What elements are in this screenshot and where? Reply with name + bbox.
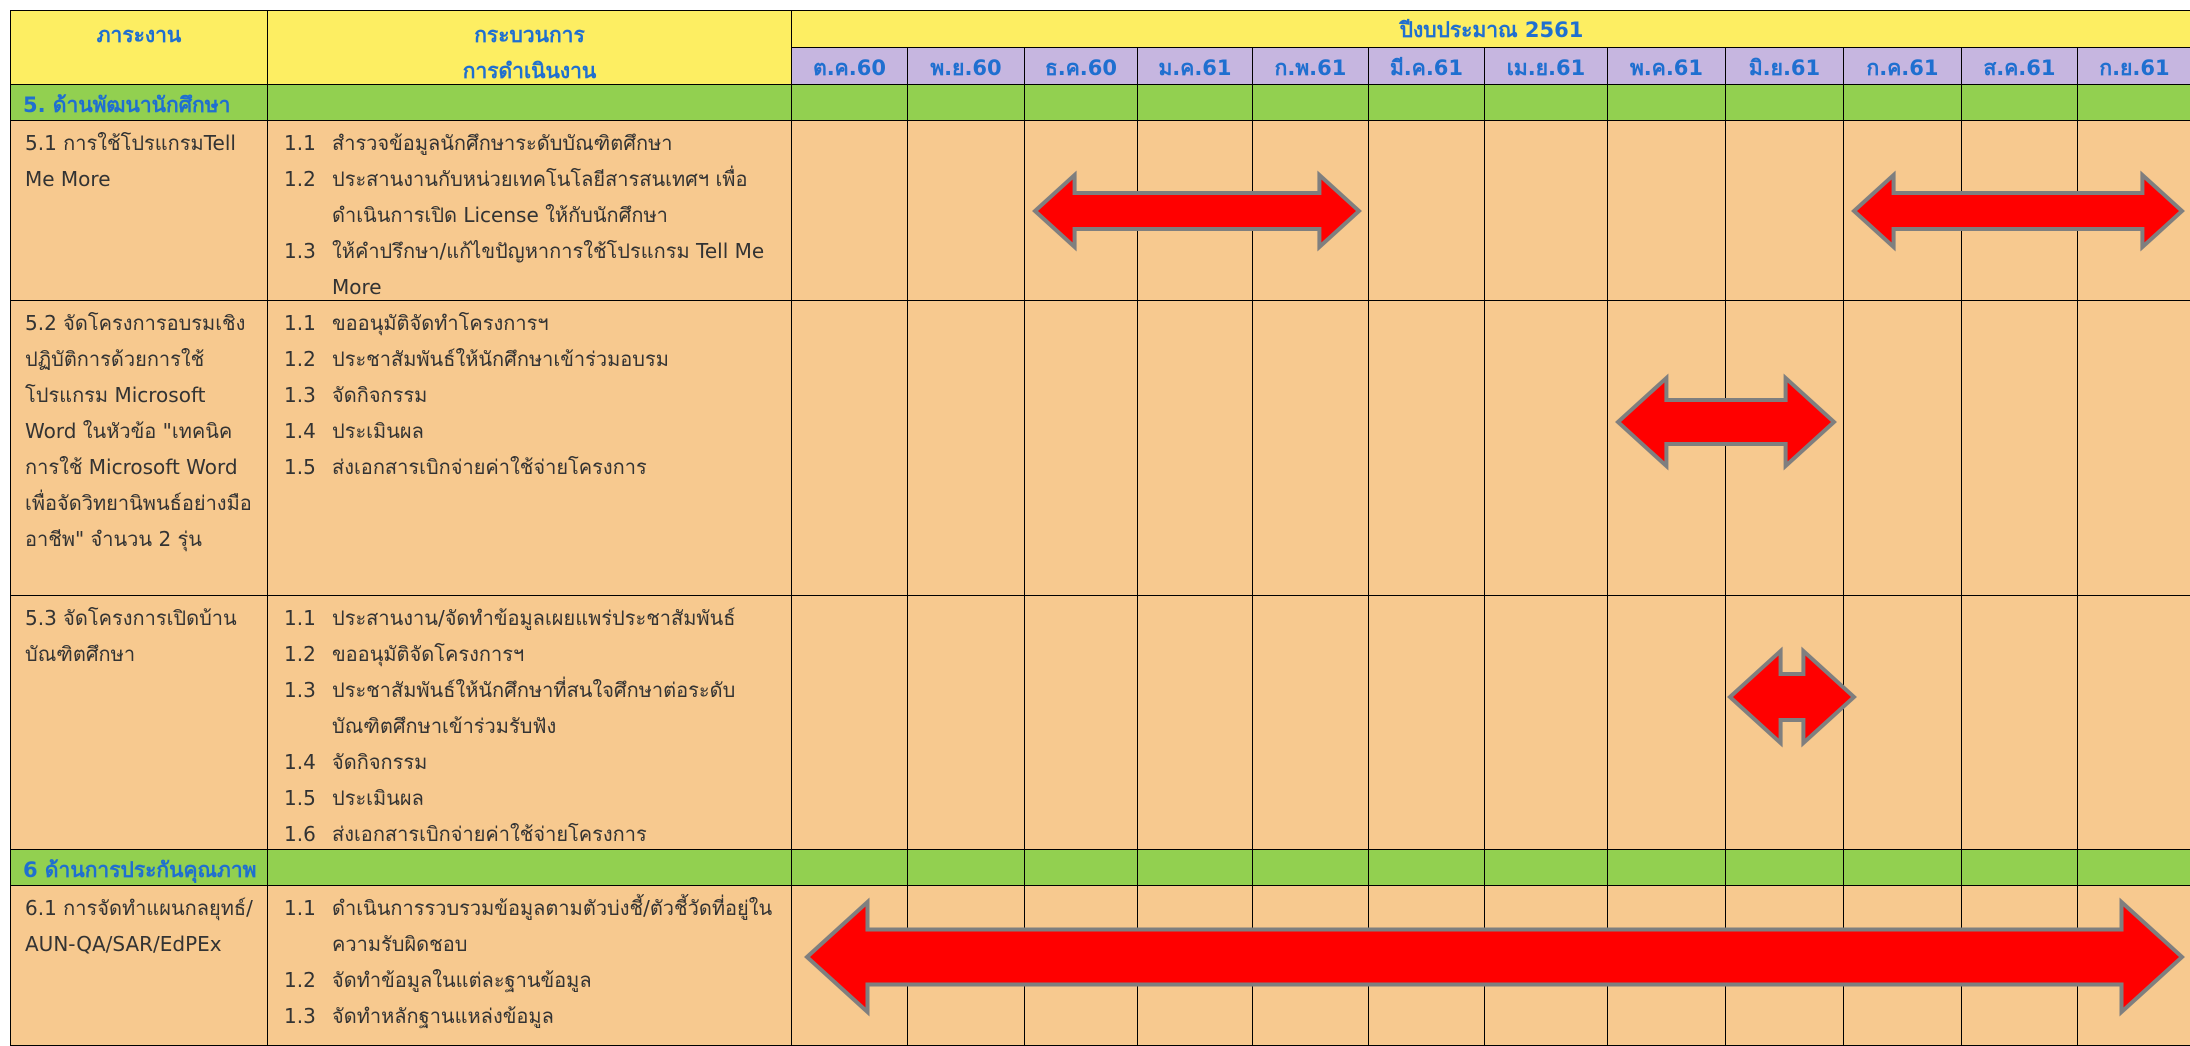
task-name-cell[interactable] <box>10 886 268 1046</box>
schedule-cell[interactable] <box>1253 886 1369 1046</box>
schedule-cell[interactable] <box>1369 301 1485 596</box>
schedule-cell[interactable] <box>1369 121 1485 301</box>
header-budget-year-cell[interactable] <box>792 10 2190 48</box>
schedule-cell[interactable] <box>1962 850 2078 886</box>
task-name-line: บัณฑิตศึกษา <box>25 642 136 666</box>
schedule-cell[interactable] <box>1608 301 1726 596</box>
schedule-cell[interactable] <box>1369 850 1485 886</box>
process-step <box>284 744 784 780</box>
schedule-cell[interactable] <box>1608 85 1726 121</box>
step-number: 1.3 <box>284 678 316 702</box>
process-step <box>284 233 784 305</box>
task-name-line: โปรแกรม Microsoft <box>25 383 206 407</box>
process-step <box>284 449 784 485</box>
process-step <box>284 962 784 998</box>
schedule-cell[interactable] <box>1369 886 1485 1046</box>
schedule-cell[interactable] <box>1138 850 1253 886</box>
schedule-cell[interactable] <box>1025 301 1138 596</box>
step-number: 1.3 <box>284 1004 316 1028</box>
schedule-cell[interactable] <box>1253 301 1369 596</box>
month-header-cell[interactable] <box>1025 48 1138 85</box>
month-label: มิ.ย.61 <box>1748 56 1821 80</box>
step-text: ขออนุมัติจัดโครงการฯ <box>332 642 525 666</box>
step-text: ประเมินผล <box>332 419 424 443</box>
schedule-cell[interactable] <box>1962 886 2078 1046</box>
step-text: ประเมินผล <box>332 786 424 810</box>
step-text: ประชาสัมพันธ์ให้นักศึกษาที่สนใจศึกษาต่อระดับ <box>332 678 736 702</box>
month-label: ก.พ.61 <box>1274 56 1347 80</box>
step-text: ความรับผิดชอบ <box>332 932 468 956</box>
task-name-line: 6.1 การจัดทำแผนกลยุทธ์/ <box>25 896 253 920</box>
task-name-cell[interactable] <box>10 596 268 850</box>
step-number: 1.2 <box>284 347 316 371</box>
task-name-line: เพื่อจัดวิทยานิพนธ์อย่างมือ <box>25 491 252 515</box>
month-header-cell[interactable] <box>1726 48 1844 85</box>
step-number: 1.2 <box>284 167 316 191</box>
schedule-cell[interactable] <box>908 850 1025 886</box>
schedule-cell[interactable] <box>792 121 908 301</box>
schedule-cell[interactable] <box>1138 301 1253 596</box>
process-step <box>284 672 784 744</box>
task-name-line: AUN-QA/SAR/EdPEx <box>25 932 222 956</box>
step-number: 1.2 <box>284 968 316 992</box>
step-number: 1.2 <box>284 642 316 666</box>
schedule-cell[interactable] <box>1025 886 1138 1046</box>
section-title-cell[interactable] <box>10 850 268 886</box>
month-label: ก.ย.61 <box>2099 56 2170 80</box>
schedule-cell[interactable] <box>908 85 1025 121</box>
task-name-cell[interactable] <box>10 301 268 596</box>
schedule-cell[interactable] <box>1962 121 2078 301</box>
schedule-cell[interactable] <box>1726 850 1844 886</box>
schedule-cell[interactable] <box>1726 886 1844 1046</box>
schedule-cell[interactable] <box>1485 85 1608 121</box>
schedule-cell[interactable] <box>1608 121 1726 301</box>
task-name-line: 5.1 การใช้โปรแกรมTell <box>25 131 236 155</box>
step-text: ดำเนินการเปิด License ให้กับนักศึกษา <box>332 203 668 227</box>
task-name-line: อาชีพ" จำนวน 2 รุ่น <box>25 527 202 551</box>
step-text: ส่งเอกสารเบิกจ่ายค่าใช้จ่ายโครงการ <box>332 455 647 479</box>
month-header-cell[interactable] <box>1485 48 1608 85</box>
task-process-cell[interactable] <box>268 886 792 1046</box>
header-task-label: ภาระงาน <box>96 23 182 47</box>
schedule-cell[interactable] <box>908 301 1025 596</box>
month-header-cell[interactable] <box>1844 48 1962 85</box>
schedule-cell[interactable] <box>2078 596 2190 850</box>
schedule-cell[interactable] <box>1962 596 2078 850</box>
schedule-cell[interactable] <box>908 886 1025 1046</box>
month-header-cell[interactable] <box>792 48 908 85</box>
process-step <box>284 305 784 341</box>
schedule-cell[interactable] <box>1485 121 1608 301</box>
month-label: ส.ค.61 <box>1983 56 2056 80</box>
schedule-cell[interactable] <box>1844 850 1962 886</box>
task-process-cell[interactable] <box>268 301 792 596</box>
step-number: 1.5 <box>284 786 316 810</box>
task-name-line: 5.2 จัดโครงการอบรมเชิง <box>25 311 246 335</box>
schedule-cell[interactable] <box>1844 596 1962 850</box>
step-number: 1.1 <box>284 131 316 155</box>
step-text: ประสานงาน/จัดทำข้อมูลเผยแพร่ประชาสัมพันธ์ <box>332 606 736 630</box>
schedule-cell[interactable] <box>1025 121 1138 301</box>
schedule-cell[interactable] <box>1962 85 2078 121</box>
step-text: ประสานงานกับหน่วยเทคโนโลยีสารสนเทศฯ เพื่อ <box>332 167 748 191</box>
schedule-cell[interactable] <box>1844 121 1962 301</box>
step-number: 1.4 <box>284 419 316 443</box>
step-number: 1.3 <box>284 383 316 407</box>
task-name-cell[interactable] <box>10 121 268 301</box>
task-process-cell[interactable] <box>268 596 792 850</box>
step-text: ดำเนินการรวบรวมข้อมูลตามตัวบ่งชี้/ตัวชี้วัดที่อยู่ใน <box>332 896 773 920</box>
schedule-cell[interactable] <box>1844 301 1962 596</box>
process-step <box>284 816 784 852</box>
process-step <box>284 890 784 962</box>
schedule-cell[interactable] <box>1485 886 1608 1046</box>
schedule-cell[interactable] <box>1962 301 2078 596</box>
budget-year-label: ปีงบประมาณ 2561 <box>1399 18 1584 42</box>
step-number: 1.1 <box>284 311 316 335</box>
schedule-cell[interactable] <box>792 596 908 850</box>
schedule-cell[interactable] <box>908 121 1025 301</box>
schedule-cell[interactable] <box>1369 596 1485 850</box>
schedule-cell[interactable] <box>2078 85 2190 121</box>
task-name-line: การใช้ Microsoft Word <box>25 455 238 479</box>
schedule-cell[interactable] <box>1369 85 1485 121</box>
process-step <box>284 413 784 449</box>
step-number: 1.1 <box>284 896 316 920</box>
schedule-cell[interactable] <box>792 85 908 121</box>
schedule-cell[interactable] <box>1608 886 1726 1046</box>
schedule-cell[interactable] <box>792 886 908 1046</box>
schedule-cell[interactable] <box>792 850 908 886</box>
schedule-cell[interactable] <box>1138 85 1253 121</box>
schedule-cell[interactable] <box>1253 850 1369 886</box>
step-text: บัณฑิตศึกษาเข้าร่วมรับฟัง <box>332 714 557 738</box>
month-label: ม.ค.61 <box>1158 56 1232 80</box>
month-label: พ.ย.60 <box>930 56 1002 80</box>
schedule-cell[interactable] <box>1025 85 1138 121</box>
schedule-cell[interactable] <box>1726 121 1844 301</box>
section-title: 6 ด้านการประกันคุณภาพ <box>23 858 257 882</box>
schedule-cell[interactable] <box>2078 850 2190 886</box>
schedule-cell[interactable] <box>2078 121 2190 301</box>
step-text: ส่งเอกสารเบิกจ่ายค่าใช้จ่ายโครงการ <box>332 822 647 846</box>
month-label: ธ.ค.60 <box>1044 56 1118 80</box>
schedule-cell[interactable] <box>1253 596 1369 850</box>
step-number: 1.1 <box>284 606 316 630</box>
step-number: 1.6 <box>284 822 316 846</box>
schedule-cell[interactable] <box>2078 886 2190 1046</box>
section-title-cell[interactable] <box>10 85 268 121</box>
schedule-cell[interactable] <box>1608 850 1726 886</box>
schedule-cell[interactable] <box>1726 85 1844 121</box>
schedule-cell[interactable] <box>792 301 908 596</box>
step-text: สำรวจข้อมูลนักศึกษาระดับบัณฑิตศึกษา <box>332 131 673 155</box>
month-header-cell[interactable] <box>2078 48 2190 85</box>
month-label: มี.ค.61 <box>1389 56 1464 80</box>
step-text: จัดกิจกรรม <box>332 750 428 774</box>
schedule-cell[interactable] <box>1025 850 1138 886</box>
task-process-cell[interactable] <box>268 121 792 301</box>
process-step <box>284 636 784 672</box>
schedule-cell[interactable] <box>1485 596 1608 850</box>
schedule-cell[interactable] <box>908 596 1025 850</box>
process-step <box>284 780 784 816</box>
process-step <box>284 125 784 161</box>
step-text: ให้คำปรึกษา/แก้ไขปัญหาการใช้โปรแกรม Tell Me <box>332 239 765 263</box>
schedule-cell[interactable] <box>1844 886 1962 1046</box>
task-name-line: 5.3 จัดโครงการเปิดบ้าน <box>25 606 237 630</box>
schedule-cell[interactable] <box>2078 301 2190 596</box>
month-label: เม.ย.61 <box>1506 56 1586 80</box>
month-label: ต.ค.60 <box>813 56 886 80</box>
schedule-cell[interactable] <box>1253 85 1369 121</box>
schedule-cell[interactable] <box>1138 121 1253 301</box>
step-text: จัดทำหลักฐานแหล่งข้อมูล <box>332 1004 554 1028</box>
month-header-cell[interactable] <box>1138 48 1253 85</box>
step-number: 1.5 <box>284 455 316 479</box>
schedule-cell[interactable] <box>1138 596 1253 850</box>
step-number: 1.4 <box>284 750 316 774</box>
header-process-line2: การดำเนินงาน <box>462 59 597 83</box>
process-step <box>284 341 784 377</box>
header-task-cell[interactable] <box>10 10 268 85</box>
header-process-cell[interactable] <box>268 10 792 85</box>
process-step <box>284 161 784 233</box>
month-header-cell[interactable] <box>1608 48 1726 85</box>
schedule-cell[interactable] <box>1025 596 1138 850</box>
process-step <box>284 600 784 636</box>
month-header-cell[interactable] <box>1253 48 1369 85</box>
task-name-line: Me More <box>25 167 111 191</box>
task-name-line: ปฏิบัติการด้วยการใช้ <box>25 347 205 371</box>
month-label: ก.ค.61 <box>1866 56 1939 80</box>
header-process-line1: กระบวนการ <box>474 23 585 47</box>
section-process-cell[interactable] <box>268 850 792 886</box>
step-text: จัดทำข้อมูลในแต่ละฐานข้อมูล <box>332 968 592 992</box>
schedule-cell[interactable] <box>1253 121 1369 301</box>
step-text: More <box>332 275 382 299</box>
process-step <box>284 377 784 413</box>
schedule-cell[interactable] <box>1138 886 1253 1046</box>
month-header-cell[interactable] <box>1369 48 1485 85</box>
section-process-cell[interactable] <box>268 85 792 121</box>
month-header-cell[interactable] <box>1962 48 2078 85</box>
step-text: ขออนุมัติจัดทำโครงการฯ <box>332 311 549 335</box>
month-label: พ.ค.61 <box>1629 56 1704 80</box>
schedule-cell[interactable] <box>1844 85 1962 121</box>
schedule-cell[interactable] <box>1485 301 1608 596</box>
task-name-line: Word ในหัวข้อ "เทคนิค <box>25 419 233 443</box>
step-number: 1.3 <box>284 239 316 263</box>
schedule-cell[interactable] <box>1485 850 1608 886</box>
step-text: จัดกิจกรรม <box>332 383 428 407</box>
month-header-cell[interactable] <box>908 48 1025 85</box>
schedule-cell[interactable] <box>1608 596 1726 850</box>
section-title: 5. ด้านพัฒนานักศึกษา <box>23 93 231 117</box>
schedule-cell[interactable] <box>1726 301 1844 596</box>
schedule-cell[interactable] <box>1726 596 1844 850</box>
step-text: ประชาสัมพันธ์ให้นักศึกษาเข้าร่วมอบรม <box>332 347 669 371</box>
